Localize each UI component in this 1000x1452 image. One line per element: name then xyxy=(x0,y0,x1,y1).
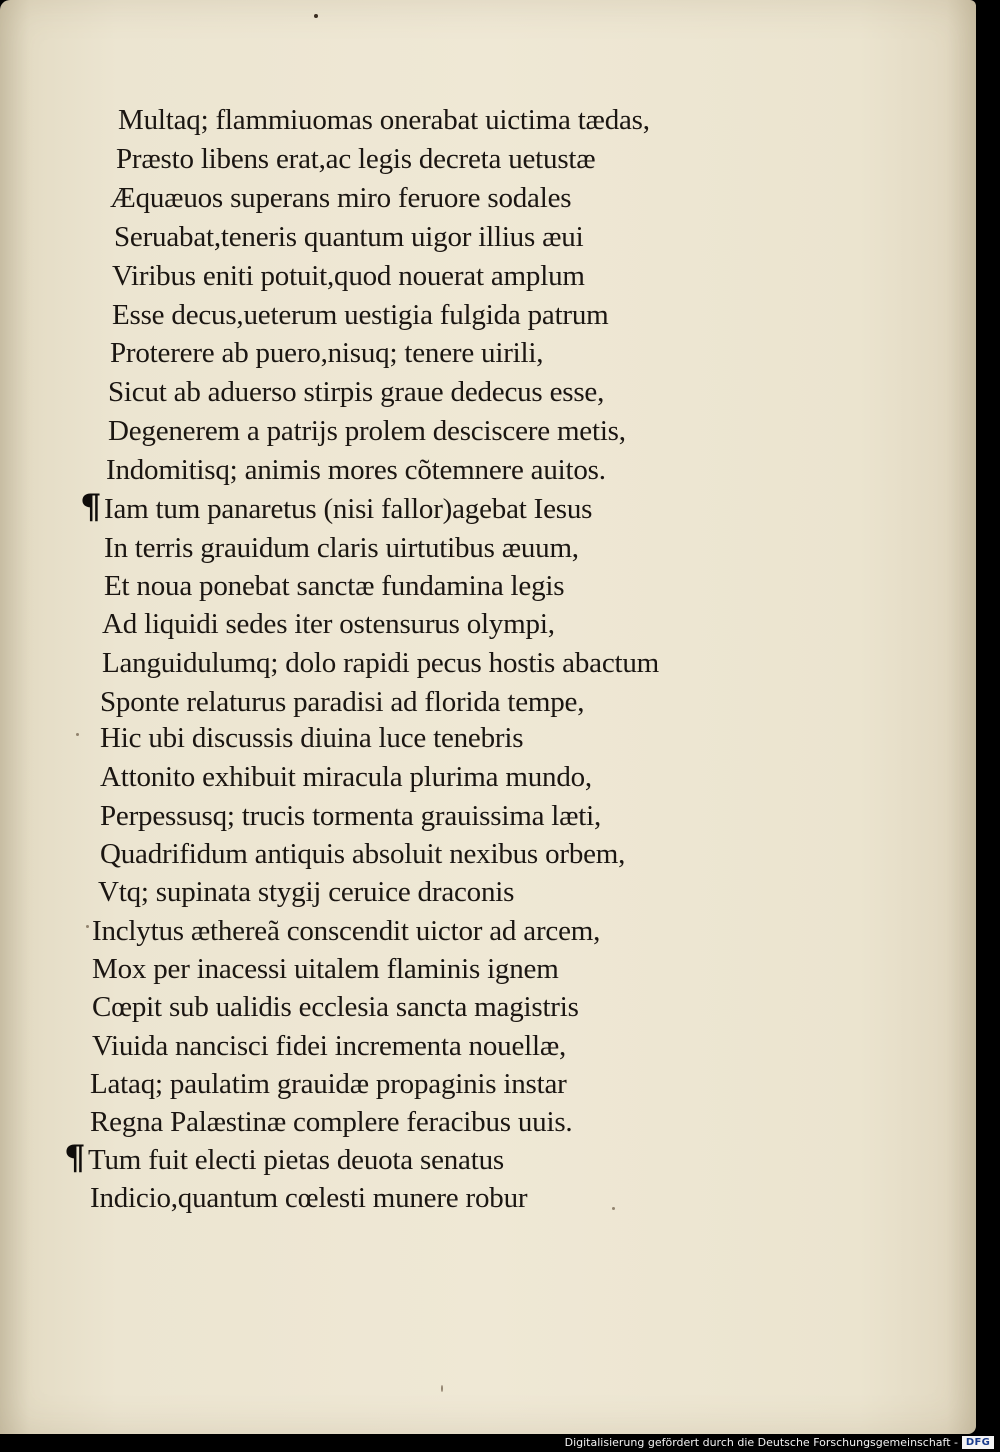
verse-line: Ad liquidi sedes iter ostensurus olympi, xyxy=(102,608,555,640)
verse-line: Viuida nancisci fidei incrementa nouellæ, xyxy=(92,1030,567,1062)
verse-line: Et noua ponebat sanctæ fundamina legis xyxy=(104,570,565,602)
verse-line: Sponte relaturus paradisi ad florida tempe, xyxy=(100,686,585,718)
verse-line: Perpessusq; trucis tormenta grauissima læti, xyxy=(100,800,602,832)
verse-line: Languidulumq; dolo rapidi pecus hostis abactum xyxy=(102,647,660,679)
verse-line: Attonito exhibuit miracula plurima mundo, xyxy=(100,761,592,793)
verse-line: Inclytus æthereã conscendit uictor ad arcem, xyxy=(92,915,601,947)
verse-line: Proterere ab puero,nisuq; tenere uirili, xyxy=(110,337,544,369)
verse-line: Mox per inacessi uitalem flaminis ignem xyxy=(92,953,559,985)
verse-line: Regna Palæstinæ complere feracibus uuis. xyxy=(90,1106,573,1138)
verse-line: Indicio,quantum cœlesti munere robur xyxy=(90,1182,528,1214)
verse-line: Iam tum panaretus (nisi fallor)agebat Iesus xyxy=(104,493,593,525)
verse-line: Lataq; paulatim grauidæ propaginis instar xyxy=(90,1068,567,1100)
verse-line: Multaq; flammiuomas onerabat uictima tædas, xyxy=(118,104,650,136)
paragraph-mark: ¶ xyxy=(64,1138,86,1178)
dfg-logo: DFG xyxy=(962,1436,994,1449)
verse-line: Seruabat,teneris quantum uigor illius æui xyxy=(114,221,584,253)
verse-line: Quadrifidum antiquis absoluit nexibus orbem, xyxy=(100,838,626,870)
verse-line: Præsto libens erat,ac legis decreta uetustæ xyxy=(116,143,596,175)
verse-line: Cœpit sub ualidis ecclesia sancta magistris xyxy=(92,991,579,1023)
verse-line: Indomitisq; animis mores cõtemnere auitos. xyxy=(106,454,606,486)
paragraph-mark: ¶ xyxy=(80,487,102,527)
verse-line: Sicut ab aduerso stirpis graue dedecus esse, xyxy=(108,376,605,408)
verse-line: Degenerem a patrijs prolem desciscere metis, xyxy=(108,415,626,447)
verse-line: Hic ubi discussis diuina luce tenebris xyxy=(100,722,524,754)
funding-credit: Digitalisierung gefördert durch die Deutsche Forschungsgemeinschaft - xyxy=(564,1436,958,1449)
verse-line: Vtq; supinata stygij ceruice draconis xyxy=(98,876,515,908)
verse-line: Tum fuit electi pietas deuota senatus xyxy=(88,1144,504,1176)
verse-line: Esse decus,ueterum uestigia fulgida patrum xyxy=(112,299,609,331)
verse-line: Viribus eniti potuit,quod nouerat amplum xyxy=(112,260,585,292)
verse-line: Æquæuos superans miro feruore sodales xyxy=(110,182,572,214)
verse-line: In terris grauidum claris uirtutibus æuum, xyxy=(104,532,579,564)
